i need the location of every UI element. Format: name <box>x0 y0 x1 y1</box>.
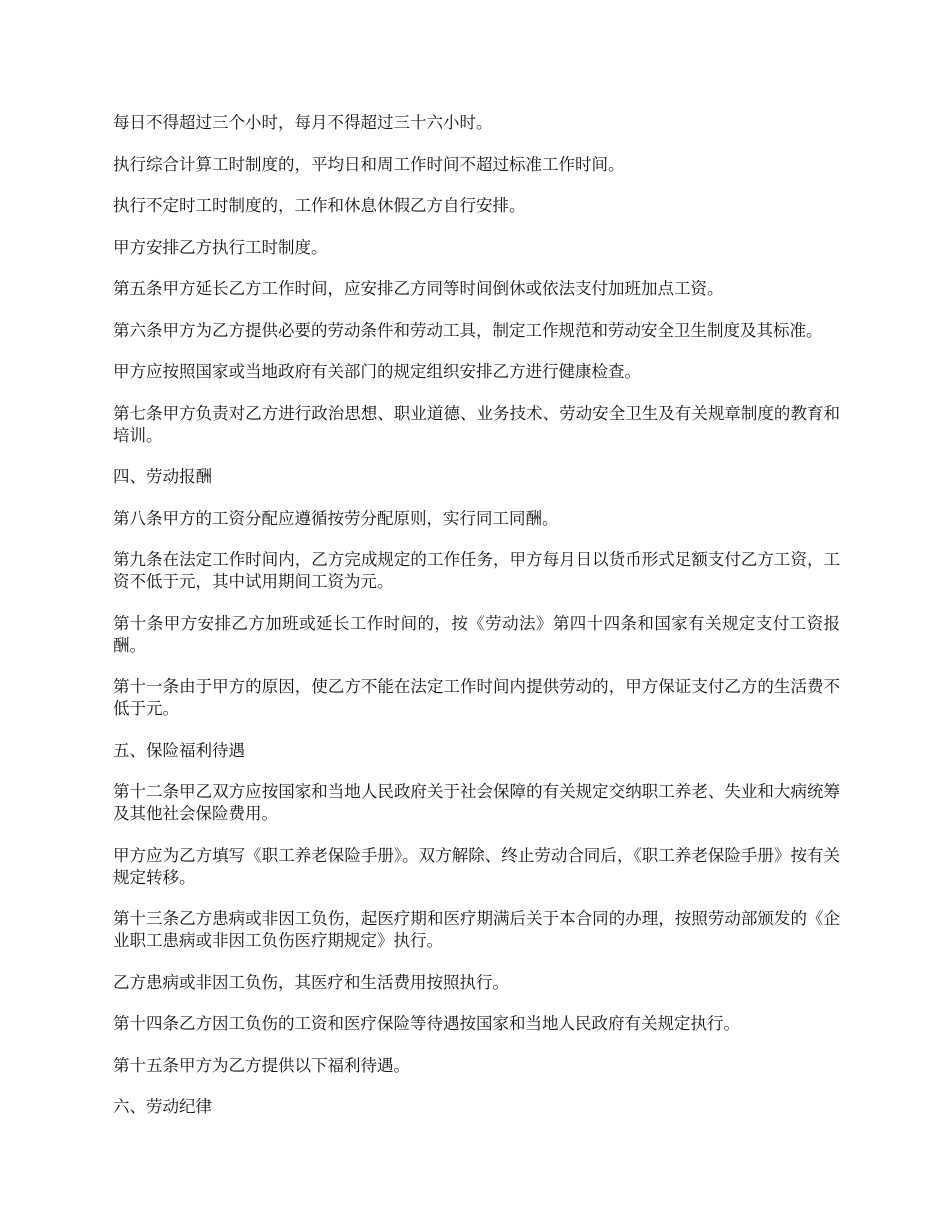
article-11-paragraph: 第十一条由于甲方的原因，使乙方不能在法定工作时间内提供劳动的，甲方保证支付乙方的生活费不低于元。 <box>113 677 840 718</box>
article-7-paragraph: 第七条甲方负责对乙方进行政治思想、职业道德、业务技术、劳动安全卫生及有关规章制度的教育和培训。 <box>113 403 840 445</box>
article-12-paragraph: 第十二条甲乙双方应按国家和当地人民政府关于社会保障的有关规定交纳职工养老、失业和大病统筹及其他社会保险费用。 <box>113 782 840 823</box>
article-13-paragraph: 第十三条乙方患病或非因工负伤，起医疗期和医疗期满后关于本合同的办理，按照劳动部颁发的《企业职工患病或非因工负伤医疗期规定》执行。 <box>113 909 840 950</box>
paragraph-4: 甲方安排乙方执行工时制度。 <box>113 237 328 257</box>
paragraph-18: 乙方患病或非因工负伤，其医疗和生活费用按照执行。 <box>113 972 509 992</box>
paragraph-2: 执行综合计算工时制度的，平均日和周工作时间不超过标准工作时间。 <box>113 154 625 174</box>
article-10-paragraph: 第十条甲方安排乙方加班或延长工作时间的，按《劳动法》第四十四条和国家有关规定支付工资报酬。 <box>113 613 840 655</box>
article-15-paragraph: 第十五条甲方为乙方提供以下福利待遇。 <box>113 1055 410 1075</box>
paragraph-3: 执行不定时工时制度的，工作和休息休假乙方自行安排。 <box>113 196 526 215</box>
section-heading-insurance-welfare: 五、保险福利待遇 <box>113 740 245 760</box>
section-heading-labor-pay: 四、劳动报酬 <box>113 467 212 486</box>
article-14-paragraph: 第十四条乙方因工负伤的工资和医疗保险等待遇按国家和当地人民政府有关规定执行。 <box>113 1014 740 1033</box>
article-8-paragraph: 第八条甲方的工资分配应遵循按劳分配原则，实行同工同酬。 <box>113 508 559 528</box>
article-5-paragraph: 第五条甲方延长乙方工作时间，应安排乙方同等时间倒休或依法支付加班加点工资。 <box>113 279 724 298</box>
paragraph-1: 每日不得超过三个小时，每月不得超过三十六小时。 <box>113 113 493 132</box>
article-6-paragraph: 第六条甲方为乙方提供必要的劳动条件和劳动工具，制定工作规范和劳动安全卫生制度及其标准。 <box>113 320 823 340</box>
paragraph-16: 甲方应为乙方填写《职工养老保险手册》。双方解除、终止劳动合同后，《职工养老保险手册》按有关规定转移。 <box>113 845 840 887</box>
section-heading-labor-discipline: 六、劳动纪律 <box>113 1097 212 1116</box>
article-9-paragraph: 第九条在法定工作时间内，乙方完成规定的工作任务，甲方每月日以货币形式足额支付乙方工资，工资不低于元，其中试用期间工资为元。 <box>113 550 840 591</box>
paragraph-7: 甲方应按照国家或当地政府有关部门的规定组织安排乙方进行健康检查。 <box>113 362 641 381</box>
